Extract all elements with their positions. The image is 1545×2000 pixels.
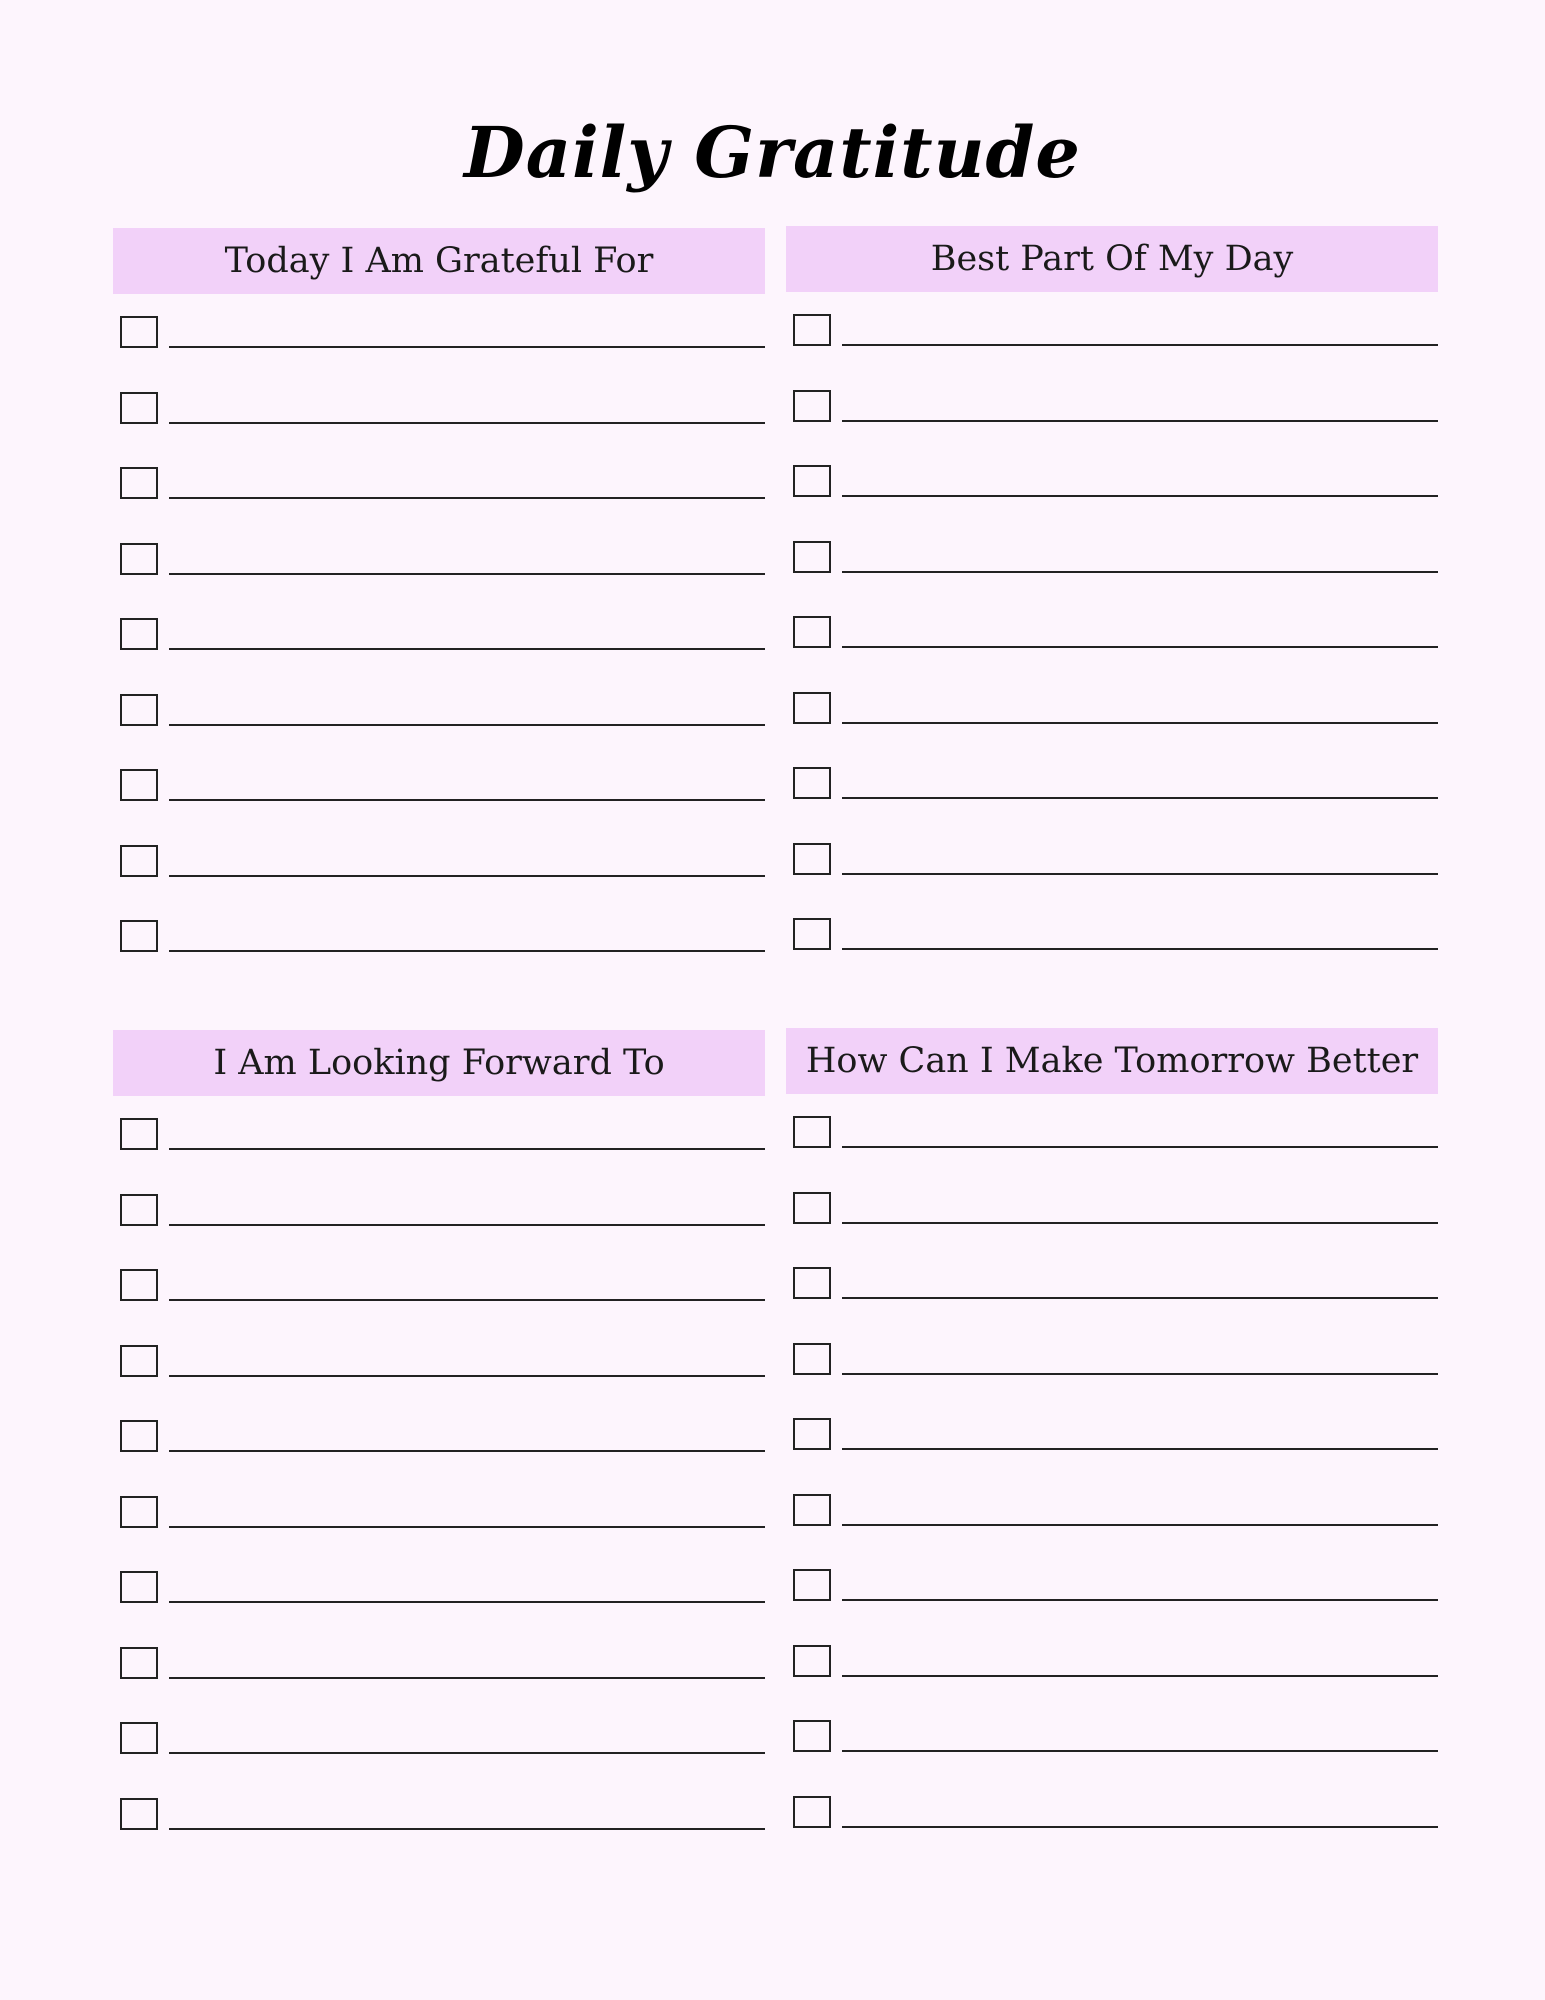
checkbox[interactable]: [120, 1798, 158, 1830]
writing-line[interactable]: [169, 724, 765, 726]
checklist: [113, 1096, 765, 1851]
writing-line[interactable]: [169, 1828, 765, 1830]
checklist-row: [113, 1247, 765, 1323]
checkbox[interactable]: [793, 465, 831, 497]
checklist-row: [113, 445, 765, 521]
checklist-row: [786, 519, 1438, 595]
checkbox[interactable]: [120, 1194, 158, 1226]
section-heading: Today I Am Grateful For: [113, 228, 765, 294]
checkbox[interactable]: [793, 541, 831, 573]
checklist: [786, 1094, 1438, 1849]
checkbox[interactable]: [120, 1647, 158, 1679]
section-grateful-for: [113, 228, 765, 974]
writing-line[interactable]: [842, 571, 1438, 573]
section-heading: How Can I Make Tomorrow Better: [786, 1028, 1438, 1094]
writing-line[interactable]: [169, 799, 765, 801]
writing-line[interactable]: [169, 1450, 765, 1452]
checkbox[interactable]: [120, 618, 158, 650]
checkbox[interactable]: [120, 920, 158, 952]
checklist-row: [113, 1700, 765, 1776]
checkbox[interactable]: [120, 1496, 158, 1528]
section-best-part: [786, 226, 1438, 972]
checkbox[interactable]: [793, 767, 831, 799]
checklist-row: [113, 1172, 765, 1248]
writing-line[interactable]: [842, 797, 1438, 799]
checklist-row: [786, 1396, 1438, 1472]
checklist-row: [113, 370, 765, 446]
checklist-row: [113, 1398, 765, 1474]
checklist-row: [786, 1472, 1438, 1548]
checklist: [113, 294, 765, 974]
checklist-row: [786, 670, 1438, 746]
writing-line[interactable]: [169, 950, 765, 952]
checkbox[interactable]: [120, 1269, 158, 1301]
writing-line[interactable]: [842, 948, 1438, 950]
checklist-row: [113, 672, 765, 748]
checklist-row: [113, 1549, 765, 1625]
writing-line[interactable]: [169, 1526, 765, 1528]
checkbox[interactable]: [120, 694, 158, 726]
checklist-row: [113, 294, 765, 370]
writing-line[interactable]: [169, 1752, 765, 1754]
checklist-row: [786, 1774, 1438, 1850]
writing-line[interactable]: [842, 1146, 1438, 1148]
checkbox[interactable]: [120, 543, 158, 575]
checkbox[interactable]: [120, 392, 158, 424]
checklist-row: [786, 896, 1438, 972]
checklist-row: [113, 1776, 765, 1852]
checklist-row: [786, 368, 1438, 444]
checkbox[interactable]: [793, 1116, 831, 1148]
checklist-row: [786, 443, 1438, 519]
checkbox[interactable]: [793, 843, 831, 875]
checklist-row: [786, 1245, 1438, 1321]
writing-line[interactable]: [842, 495, 1438, 497]
writing-line[interactable]: [169, 1601, 765, 1603]
checklist-row: [786, 821, 1438, 897]
checklist-row: [786, 1698, 1438, 1774]
checklist-row: [113, 1096, 765, 1172]
checklist-row: [786, 1094, 1438, 1170]
checkbox[interactable]: [120, 1118, 158, 1150]
writing-line[interactable]: [842, 420, 1438, 422]
checkbox[interactable]: [793, 616, 831, 648]
writing-line[interactable]: [169, 422, 765, 424]
checkbox[interactable]: [793, 1494, 831, 1526]
writing-line[interactable]: [169, 573, 765, 575]
section-heading: I Am Looking Forward To: [113, 1030, 765, 1096]
writing-line[interactable]: [842, 722, 1438, 724]
checkbox[interactable]: [793, 1267, 831, 1299]
page-title: Daily Gratitude: [464, 111, 1081, 194]
writing-line[interactable]: [169, 1148, 765, 1150]
checkbox[interactable]: [120, 1420, 158, 1452]
writing-line[interactable]: [169, 648, 765, 650]
checklist-row: [786, 1170, 1438, 1246]
checklist-row: [113, 1625, 765, 1701]
checkbox[interactable]: [120, 1722, 158, 1754]
writing-line[interactable]: [842, 1750, 1438, 1752]
writing-line[interactable]: [842, 1675, 1438, 1677]
checklist-row: [113, 823, 765, 899]
writing-line[interactable]: [842, 1524, 1438, 1526]
checklist-row: [113, 596, 765, 672]
writing-line[interactable]: [842, 1826, 1438, 1828]
checkbox[interactable]: [793, 1192, 831, 1224]
writing-line[interactable]: [169, 1224, 765, 1226]
checklist-row: [786, 292, 1438, 368]
section-looking-forward: [113, 1030, 765, 1851]
checklist-row: [113, 1323, 765, 1399]
writing-line[interactable]: [169, 1677, 765, 1679]
checkbox[interactable]: [793, 1343, 831, 1375]
checkbox[interactable]: [793, 1645, 831, 1677]
checkbox[interactable]: [793, 1569, 831, 1601]
section-tomorrow-better: [786, 1028, 1438, 1849]
checklist-row: [786, 1547, 1438, 1623]
writing-line[interactable]: [169, 497, 765, 499]
checkbox[interactable]: [793, 1796, 831, 1828]
checkbox[interactable]: [120, 1571, 158, 1603]
checklist-row: [113, 1474, 765, 1550]
checkbox[interactable]: [120, 769, 158, 801]
writing-line[interactable]: [842, 873, 1438, 875]
checklist-row: [113, 898, 765, 974]
writing-line[interactable]: [842, 1222, 1438, 1224]
writing-line[interactable]: [842, 1373, 1438, 1375]
checklist-row: [786, 1623, 1438, 1699]
checkbox[interactable]: [793, 390, 831, 422]
checklist-row: [786, 1321, 1438, 1397]
writing-line[interactable]: [169, 875, 765, 877]
checkbox[interactable]: [793, 692, 831, 724]
writing-line[interactable]: [842, 1599, 1438, 1601]
writing-line[interactable]: [842, 1297, 1438, 1299]
writing-line[interactable]: [169, 1299, 765, 1301]
writing-line[interactable]: [169, 1375, 765, 1377]
checkbox[interactable]: [793, 1418, 831, 1450]
section-heading: Best Part Of My Day: [786, 226, 1438, 292]
checkbox[interactable]: [120, 1345, 158, 1377]
checklist-row: [786, 745, 1438, 821]
checkbox[interactable]: [793, 314, 831, 346]
writing-line[interactable]: [169, 346, 765, 348]
checkbox[interactable]: [120, 845, 158, 877]
checkbox[interactable]: [793, 918, 831, 950]
checkbox[interactable]: [120, 467, 158, 499]
writing-line[interactable]: [842, 344, 1438, 346]
checkbox[interactable]: [793, 1720, 831, 1752]
checkbox[interactable]: [120, 316, 158, 348]
writing-line[interactable]: [842, 646, 1438, 648]
checklist-row: [786, 594, 1438, 670]
checklist-row: [113, 747, 765, 823]
checklist: [786, 292, 1438, 972]
writing-line[interactable]: [842, 1448, 1438, 1450]
checklist-row: [113, 521, 765, 597]
